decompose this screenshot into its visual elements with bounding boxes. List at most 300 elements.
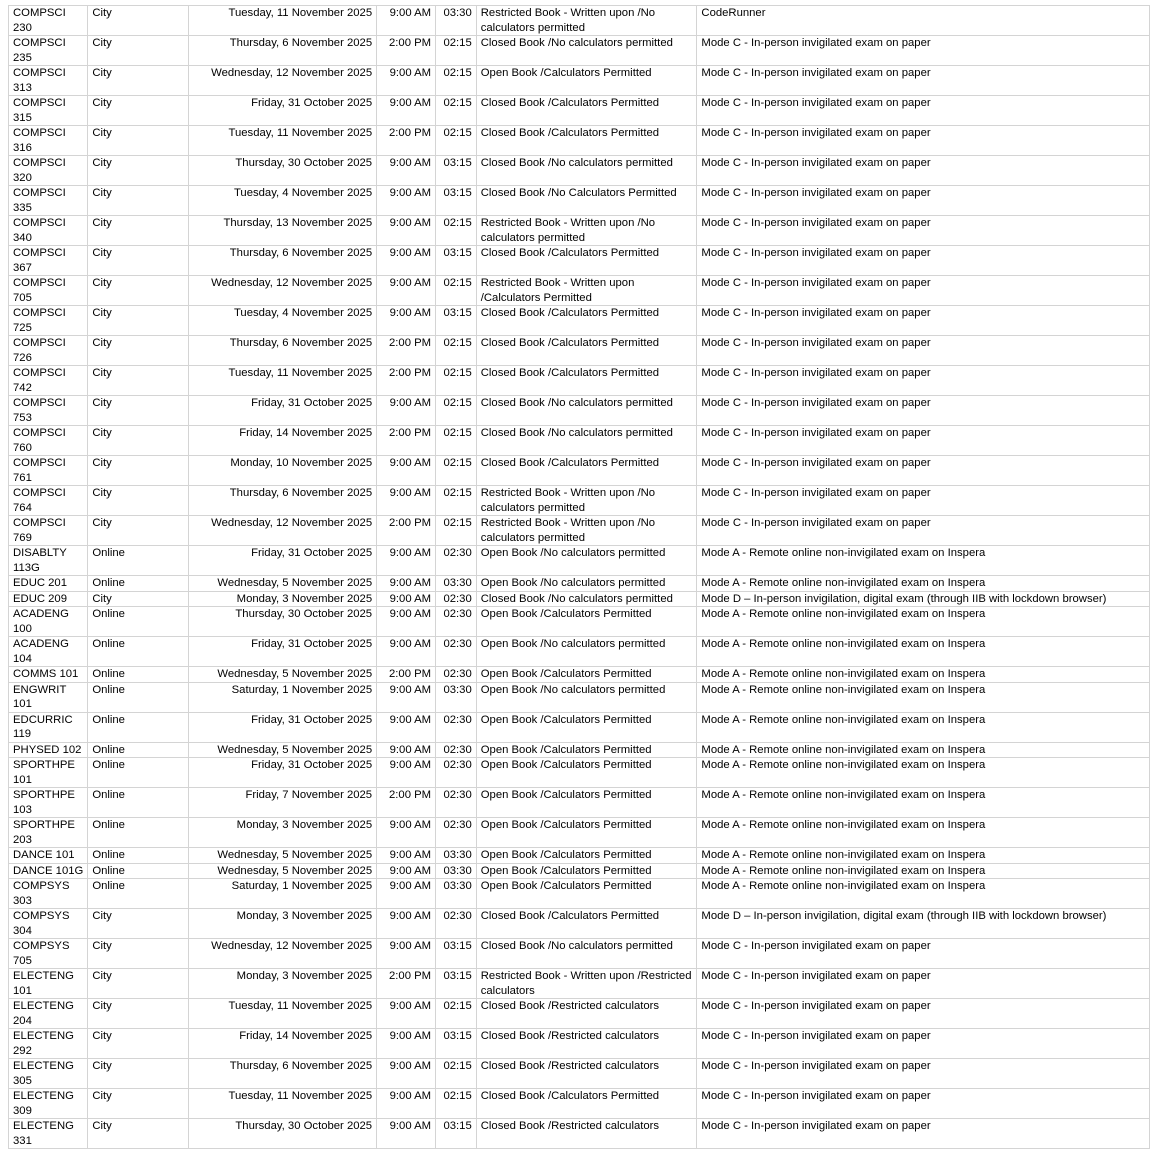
table-row — [9, 969, 1150, 999]
cell-time: 9:00 AM — [377, 848, 436, 864]
cell-course: ACADENG 104 — [9, 637, 88, 667]
cell-conditions: Closed Book /Calculators Permitted — [476, 909, 697, 939]
cell-mode: Mode D – In-person invigilation, digital exam (through IIB with lockdown browser) — [697, 909, 1150, 939]
cell-duration: 02:30 — [436, 818, 477, 848]
cell-date: Friday, 14 November 2025 — [188, 1029, 376, 1059]
table-row — [9, 486, 1150, 516]
cell-conditions: Closed Book /No calculators permitted — [476, 36, 697, 66]
cell-duration: 02:15 — [436, 366, 477, 396]
table-row — [9, 848, 1150, 864]
cell-time: 9:00 AM — [377, 546, 436, 576]
table-row — [9, 607, 1150, 637]
cell-course: SPORTHPE 101 — [9, 758, 88, 788]
cell-campus: Online — [88, 576, 189, 592]
cell-mode: Mode C - In-person invigilated exam on paper — [697, 486, 1150, 516]
cell-course: ELECTENG 101 — [9, 969, 88, 999]
cell-conditions: Closed Book /Restricted calculators — [476, 1029, 697, 1059]
cell-course: SPORTHPE 203 — [9, 818, 88, 848]
cell-time: 2:00 PM — [377, 667, 436, 683]
cell-campus: City — [88, 276, 189, 306]
cell-course: COMPSYS 705 — [9, 939, 88, 969]
cell-time: 9:00 AM — [377, 216, 436, 246]
table-row — [9, 336, 1150, 366]
cell-duration: 02:30 — [436, 591, 477, 607]
cell-time: 2:00 PM — [377, 336, 436, 366]
cell-duration: 02:15 — [436, 126, 477, 156]
cell-duration: 02:30 — [436, 607, 477, 637]
cell-duration: 02:15 — [436, 486, 477, 516]
cell-campus: City — [88, 1089, 189, 1119]
cell-mode: Mode C - In-person invigilated exam on paper — [697, 336, 1150, 366]
cell-campus: Online — [88, 848, 189, 864]
cell-time: 9:00 AM — [377, 66, 436, 96]
table-row — [9, 682, 1150, 712]
cell-time: 9:00 AM — [377, 6, 436, 36]
table-row — [9, 546, 1150, 576]
cell-conditions: Open Book /Calculators Permitted — [476, 607, 697, 637]
cell-course: COMPSCI 725 — [9, 306, 88, 336]
cell-mode: Mode C - In-person invigilated exam on paper — [697, 1059, 1150, 1089]
cell-campus: City — [88, 939, 189, 969]
cell-conditions: Closed Book /No calculators permitted — [476, 939, 697, 969]
cell-time: 9:00 AM — [377, 742, 436, 758]
table-row — [9, 1059, 1150, 1089]
cell-course: COMPSCI 340 — [9, 216, 88, 246]
cell-course: COMMS 101 — [9, 667, 88, 683]
cell-conditions: Closed Book /Calculators Permitted — [476, 456, 697, 486]
table-row — [9, 366, 1150, 396]
cell-conditions: Restricted Book - Written upon /No calculators permitted — [476, 486, 697, 516]
cell-date: Wednesday, 5 November 2025 — [188, 863, 376, 879]
cell-conditions: Closed Book /Calculators Permitted — [476, 96, 697, 126]
cell-conditions: Open Book /Calculators Permitted — [476, 667, 697, 683]
cell-duration: 03:15 — [436, 1029, 477, 1059]
cell-conditions: Restricted Book - Written upon /No calculators permitted — [476, 216, 697, 246]
cell-campus: Online — [88, 682, 189, 712]
cell-campus: Online — [88, 863, 189, 879]
cell-campus: City — [88, 591, 189, 607]
cell-time: 9:00 AM — [377, 939, 436, 969]
cell-campus: City — [88, 36, 189, 66]
cell-mode: Mode C - In-person invigilated exam on paper — [697, 216, 1150, 246]
cell-duration: 03:30 — [436, 879, 477, 909]
cell-campus: City — [88, 126, 189, 156]
table-row — [9, 1119, 1150, 1149]
cell-conditions: Restricted Book - Written upon /No calculators permitted — [476, 6, 697, 36]
exam-timetable — [8, 5, 1150, 1149]
cell-campus: City — [88, 516, 189, 546]
cell-date: Thursday, 30 October 2025 — [188, 156, 376, 186]
cell-conditions: Closed Book /No calculators permitted — [476, 156, 697, 186]
cell-duration: 02:30 — [436, 637, 477, 667]
cell-course: DANCE 101 — [9, 848, 88, 864]
cell-duration: 02:15 — [436, 36, 477, 66]
cell-time: 9:00 AM — [377, 1089, 436, 1119]
cell-course: ENGWRIT 101 — [9, 682, 88, 712]
cell-conditions: Open Book /Calculators Permitted — [476, 818, 697, 848]
cell-time: 9:00 AM — [377, 863, 436, 879]
cell-date: Saturday, 1 November 2025 — [188, 879, 376, 909]
cell-time: 9:00 AM — [377, 486, 436, 516]
cell-time: 9:00 AM — [377, 96, 436, 126]
cell-mode: Mode A - Remote online non-invigilated exam on Inspera — [697, 863, 1150, 879]
cell-conditions: Closed Book /Calculators Permitted — [476, 126, 697, 156]
table-row — [9, 66, 1150, 96]
cell-date: Thursday, 13 November 2025 — [188, 216, 376, 246]
cell-date: Wednesday, 5 November 2025 — [188, 742, 376, 758]
cell-campus: Online — [88, 742, 189, 758]
table-row — [9, 456, 1150, 486]
cell-date: Friday, 31 October 2025 — [188, 758, 376, 788]
cell-conditions: Open Book /No calculators permitted — [476, 546, 697, 576]
cell-duration: 03:15 — [436, 156, 477, 186]
cell-campus: City — [88, 306, 189, 336]
table-row — [9, 276, 1150, 306]
cell-date: Thursday, 30 October 2025 — [188, 1119, 376, 1149]
cell-campus: City — [88, 1029, 189, 1059]
cell-duration: 03:30 — [436, 682, 477, 712]
cell-campus: City — [88, 66, 189, 96]
table-row — [9, 306, 1150, 336]
cell-date: Tuesday, 4 November 2025 — [188, 306, 376, 336]
cell-conditions: Closed Book /No calculators permitted — [476, 426, 697, 456]
cell-campus: City — [88, 246, 189, 276]
cell-duration: 02:15 — [436, 66, 477, 96]
cell-date: Tuesday, 4 November 2025 — [188, 186, 376, 216]
cell-mode: Mode C - In-person invigilated exam on paper — [697, 186, 1150, 216]
cell-mode: Mode C - In-person invigilated exam on paper — [697, 306, 1150, 336]
cell-conditions: Open Book /No calculators permitted — [476, 637, 697, 667]
cell-time: 2:00 PM — [377, 36, 436, 66]
cell-time: 2:00 PM — [377, 969, 436, 999]
table-row — [9, 1089, 1150, 1119]
table-row — [9, 516, 1150, 546]
cell-campus: City — [88, 396, 189, 426]
table-row — [9, 939, 1150, 969]
cell-duration: 02:15 — [436, 396, 477, 426]
cell-date: Wednesday, 12 November 2025 — [188, 516, 376, 546]
cell-date: Tuesday, 11 November 2025 — [188, 6, 376, 36]
cell-mode: Mode C - In-person invigilated exam on paper — [697, 36, 1150, 66]
cell-date: Thursday, 6 November 2025 — [188, 336, 376, 366]
cell-time: 9:00 AM — [377, 637, 436, 667]
cell-conditions: Open Book /Calculators Permitted — [476, 848, 697, 864]
cell-time: 9:00 AM — [377, 396, 436, 426]
cell-course: COMPSCI 320 — [9, 156, 88, 186]
cell-course: ELECTENG 309 — [9, 1089, 88, 1119]
cell-campus: City — [88, 96, 189, 126]
cell-campus: Online — [88, 818, 189, 848]
cell-campus: Online — [88, 637, 189, 667]
cell-conditions: Closed Book /No calculators permitted — [476, 396, 697, 426]
table-row — [9, 36, 1150, 66]
cell-campus: City — [88, 336, 189, 366]
cell-date: Wednesday, 5 November 2025 — [188, 848, 376, 864]
table-row — [9, 126, 1150, 156]
cell-conditions: Closed Book /Calculators Permitted — [476, 336, 697, 366]
cell-mode: Mode C - In-person invigilated exam on paper — [697, 246, 1150, 276]
cell-duration: 03:15 — [436, 306, 477, 336]
cell-date: Tuesday, 11 November 2025 — [188, 999, 376, 1029]
cell-mode: Mode C - In-person invigilated exam on paper — [697, 126, 1150, 156]
cell-conditions: Open Book /Calculators Permitted — [476, 758, 697, 788]
cell-date: Friday, 31 October 2025 — [188, 546, 376, 576]
cell-duration: 03:15 — [436, 1119, 477, 1149]
table-row — [9, 1029, 1150, 1059]
cell-time: 9:00 AM — [377, 999, 436, 1029]
cell-date: Tuesday, 11 November 2025 — [188, 366, 376, 396]
cell-mode: Mode C - In-person invigilated exam on paper — [697, 516, 1150, 546]
cell-conditions: Open Book /Calculators Permitted — [476, 742, 697, 758]
cell-mode: Mode C - In-person invigilated exam on paper — [697, 396, 1150, 426]
cell-course: PHYSED 102 — [9, 742, 88, 758]
cell-campus: City — [88, 999, 189, 1029]
cell-date: Thursday, 30 October 2025 — [188, 607, 376, 637]
cell-conditions: Closed Book /Restricted calculators — [476, 1059, 697, 1089]
cell-mode: Mode C - In-person invigilated exam on paper — [697, 456, 1150, 486]
cell-course: SPORTHPE 103 — [9, 788, 88, 818]
cell-time: 9:00 AM — [377, 909, 436, 939]
cell-mode: CodeRunner — [697, 6, 1150, 36]
cell-duration: 02:30 — [436, 788, 477, 818]
cell-conditions: Closed Book /Calculators Permitted — [476, 1089, 697, 1119]
cell-time: 9:00 AM — [377, 306, 436, 336]
cell-time: 9:00 AM — [377, 156, 436, 186]
cell-course: DANCE 101G — [9, 863, 88, 879]
cell-course: COMPSCI 313 — [9, 66, 88, 96]
table-row — [9, 879, 1150, 909]
exam-timetable-body — [9, 6, 1150, 1149]
cell-conditions: Restricted Book - Written upon /Restricted calculators — [476, 969, 697, 999]
cell-course: COMPSYS 303 — [9, 879, 88, 909]
cell-mode: Mode A - Remote online non-invigilated exam on Inspera — [697, 607, 1150, 637]
cell-campus: Online — [88, 879, 189, 909]
cell-date: Wednesday, 5 November 2025 — [188, 576, 376, 592]
cell-date: Friday, 31 October 2025 — [188, 96, 376, 126]
cell-course: COMPSCI 764 — [9, 486, 88, 516]
cell-mode: Mode A - Remote online non-invigilated exam on Inspera — [697, 546, 1150, 576]
cell-campus: City — [88, 216, 189, 246]
cell-duration: 02:30 — [436, 712, 477, 742]
cell-duration: 03:30 — [436, 863, 477, 879]
table-row — [9, 426, 1150, 456]
cell-duration: 02:15 — [436, 456, 477, 486]
cell-time: 2:00 PM — [377, 126, 436, 156]
cell-mode: Mode A - Remote online non-invigilated exam on Inspera — [697, 848, 1150, 864]
cell-time: 2:00 PM — [377, 366, 436, 396]
cell-duration: 02:30 — [436, 758, 477, 788]
table-row — [9, 758, 1150, 788]
cell-mode: Mode A - Remote online non-invigilated exam on Inspera — [697, 682, 1150, 712]
cell-time: 9:00 AM — [377, 1059, 436, 1089]
cell-time: 9:00 AM — [377, 682, 436, 712]
table-row — [9, 246, 1150, 276]
table-row — [9, 6, 1150, 36]
cell-conditions: Closed Book /No calculators permitted — [476, 591, 697, 607]
cell-duration: 02:15 — [436, 426, 477, 456]
cell-campus: City — [88, 366, 189, 396]
table-row — [9, 591, 1150, 607]
cell-mode: Mode A - Remote online non-invigilated exam on Inspera — [697, 742, 1150, 758]
cell-conditions: Open Book /Calculators Permitted — [476, 66, 697, 96]
cell-duration: 02:15 — [436, 999, 477, 1029]
cell-mode: Mode A - Remote online non-invigilated exam on Inspera — [697, 712, 1150, 742]
cell-duration: 02:15 — [436, 276, 477, 306]
cell-time: 9:00 AM — [377, 607, 436, 637]
table-row — [9, 999, 1150, 1029]
cell-campus: City — [88, 486, 189, 516]
cell-time: 9:00 AM — [377, 246, 436, 276]
cell-mode: Mode A - Remote online non-invigilated exam on Inspera — [697, 667, 1150, 683]
table-row — [9, 909, 1150, 939]
cell-duration: 03:30 — [436, 6, 477, 36]
cell-time: 2:00 PM — [377, 788, 436, 818]
cell-conditions: Closed Book /Calculators Permitted — [476, 366, 697, 396]
cell-duration: 03:30 — [436, 576, 477, 592]
cell-mode: Mode C - In-person invigilated exam on paper — [697, 1119, 1150, 1149]
cell-campus: City — [88, 909, 189, 939]
cell-campus: City — [88, 6, 189, 36]
cell-mode: Mode C - In-person invigilated exam on paper — [697, 366, 1150, 396]
table-row — [9, 667, 1150, 683]
cell-duration: 02:15 — [436, 1059, 477, 1089]
cell-course: COMPSCI 753 — [9, 396, 88, 426]
cell-campus: Online — [88, 788, 189, 818]
cell-course: COMPSCI 760 — [9, 426, 88, 456]
cell-mode: Mode C - In-person invigilated exam on paper — [697, 1029, 1150, 1059]
cell-time: 9:00 AM — [377, 879, 436, 909]
cell-campus: Online — [88, 546, 189, 576]
cell-course: COMPSCI 316 — [9, 126, 88, 156]
cell-conditions: Closed Book /Restricted calculators — [476, 999, 697, 1029]
cell-mode: Mode A - Remote online non-invigilated exam on Inspera — [697, 637, 1150, 667]
cell-mode: Mode C - In-person invigilated exam on paper — [697, 426, 1150, 456]
table-row — [9, 818, 1150, 848]
cell-mode: Mode C - In-person invigilated exam on paper — [697, 969, 1150, 999]
cell-course: ELECTENG 292 — [9, 1029, 88, 1059]
cell-course: EDUC 201 — [9, 576, 88, 592]
cell-duration: 03:15 — [436, 186, 477, 216]
table-row — [9, 742, 1150, 758]
table-row — [9, 186, 1150, 216]
cell-date: Tuesday, 11 November 2025 — [188, 126, 376, 156]
cell-time: 9:00 AM — [377, 576, 436, 592]
cell-campus: City — [88, 969, 189, 999]
cell-course: COMPSCI 705 — [9, 276, 88, 306]
cell-campus: City — [88, 186, 189, 216]
exam-timetable-container — [8, 5, 1150, 1149]
cell-conditions: Restricted Book - Written upon /No calculators permitted — [476, 516, 697, 546]
cell-date: Monday, 3 November 2025 — [188, 818, 376, 848]
cell-date: Friday, 31 October 2025 — [188, 712, 376, 742]
cell-mode: Mode C - In-person invigilated exam on paper — [697, 999, 1150, 1029]
table-row — [9, 863, 1150, 879]
cell-date: Wednesday, 12 November 2025 — [188, 276, 376, 306]
cell-campus: Online — [88, 607, 189, 637]
cell-duration: 02:15 — [436, 1089, 477, 1119]
cell-time: 2:00 PM — [377, 426, 436, 456]
table-row — [9, 576, 1150, 592]
cell-mode: Mode A - Remote online non-invigilated exam on Inspera — [697, 818, 1150, 848]
cell-conditions: Closed Book /No Calculators Permitted — [476, 186, 697, 216]
cell-campus: City — [88, 156, 189, 186]
cell-mode: Mode C - In-person invigilated exam on paper — [697, 156, 1150, 186]
cell-conditions: Closed Book /Calculators Permitted — [476, 306, 697, 336]
cell-course: EDUC 209 — [9, 591, 88, 607]
cell-date: Wednesday, 5 November 2025 — [188, 667, 376, 683]
cell-time: 2:00 PM — [377, 516, 436, 546]
table-row — [9, 712, 1150, 742]
cell-time: 9:00 AM — [377, 276, 436, 306]
cell-course: DISABLTY 113G — [9, 546, 88, 576]
cell-time: 9:00 AM — [377, 591, 436, 607]
cell-duration: 03:15 — [436, 246, 477, 276]
cell-date: Thursday, 6 November 2025 — [188, 246, 376, 276]
cell-date: Thursday, 6 November 2025 — [188, 486, 376, 516]
cell-course: ELECTENG 305 — [9, 1059, 88, 1089]
cell-conditions: Open Book /Calculators Permitted — [476, 712, 697, 742]
cell-campus: Online — [88, 712, 189, 742]
cell-duration: 02:30 — [436, 667, 477, 683]
cell-date: Thursday, 6 November 2025 — [188, 1059, 376, 1089]
cell-date: Tuesday, 11 November 2025 — [188, 1089, 376, 1119]
cell-duration: 02:15 — [436, 216, 477, 246]
cell-mode: Mode C - In-person invigilated exam on paper — [697, 1089, 1150, 1119]
cell-campus: City — [88, 1059, 189, 1089]
cell-duration: 02:30 — [436, 546, 477, 576]
cell-time: 9:00 AM — [377, 456, 436, 486]
cell-duration: 02:15 — [436, 96, 477, 126]
cell-course: COMPSCI 761 — [9, 456, 88, 486]
cell-campus: Online — [88, 758, 189, 788]
cell-date: Thursday, 6 November 2025 — [188, 36, 376, 66]
cell-conditions: Closed Book /Calculators Permitted — [476, 246, 697, 276]
cell-date: Friday, 14 November 2025 — [188, 426, 376, 456]
cell-course: COMPSCI 235 — [9, 36, 88, 66]
cell-course: COMPSYS 304 — [9, 909, 88, 939]
cell-course: ELECTENG 204 — [9, 999, 88, 1029]
cell-course: COMPSCI 726 — [9, 336, 88, 366]
cell-course: COMPSCI 315 — [9, 96, 88, 126]
cell-duration: 03:15 — [436, 939, 477, 969]
cell-duration: 02:15 — [436, 516, 477, 546]
cell-mode: Mode C - In-person invigilated exam on paper — [697, 96, 1150, 126]
cell-course: COMPSCI 769 — [9, 516, 88, 546]
cell-date: Monday, 3 November 2025 — [188, 591, 376, 607]
cell-mode: Mode A - Remote online non-invigilated exam on Inspera — [697, 788, 1150, 818]
cell-course: COMPSCI 742 — [9, 366, 88, 396]
cell-time: 9:00 AM — [377, 186, 436, 216]
table-row — [9, 396, 1150, 426]
cell-conditions: Restricted Book - Written upon /Calculators Permitted — [476, 276, 697, 306]
cell-campus: City — [88, 456, 189, 486]
cell-date: Monday, 3 November 2025 — [188, 909, 376, 939]
cell-mode: Mode C - In-person invigilated exam on paper — [697, 276, 1150, 306]
cell-campus: City — [88, 426, 189, 456]
cell-campus: Online — [88, 667, 189, 683]
cell-date: Saturday, 1 November 2025 — [188, 682, 376, 712]
cell-date: Friday, 31 October 2025 — [188, 396, 376, 426]
cell-mode: Mode A - Remote online non-invigilated exam on Inspera — [697, 879, 1150, 909]
table-row — [9, 637, 1150, 667]
cell-course: COMPSCI 335 — [9, 186, 88, 216]
cell-time: 9:00 AM — [377, 712, 436, 742]
cell-conditions: Open Book /Calculators Permitted — [476, 863, 697, 879]
cell-conditions: Open Book /No calculators permitted — [476, 682, 697, 712]
table-row — [9, 96, 1150, 126]
cell-date: Friday, 7 November 2025 — [188, 788, 376, 818]
cell-date: Wednesday, 12 November 2025 — [188, 939, 376, 969]
